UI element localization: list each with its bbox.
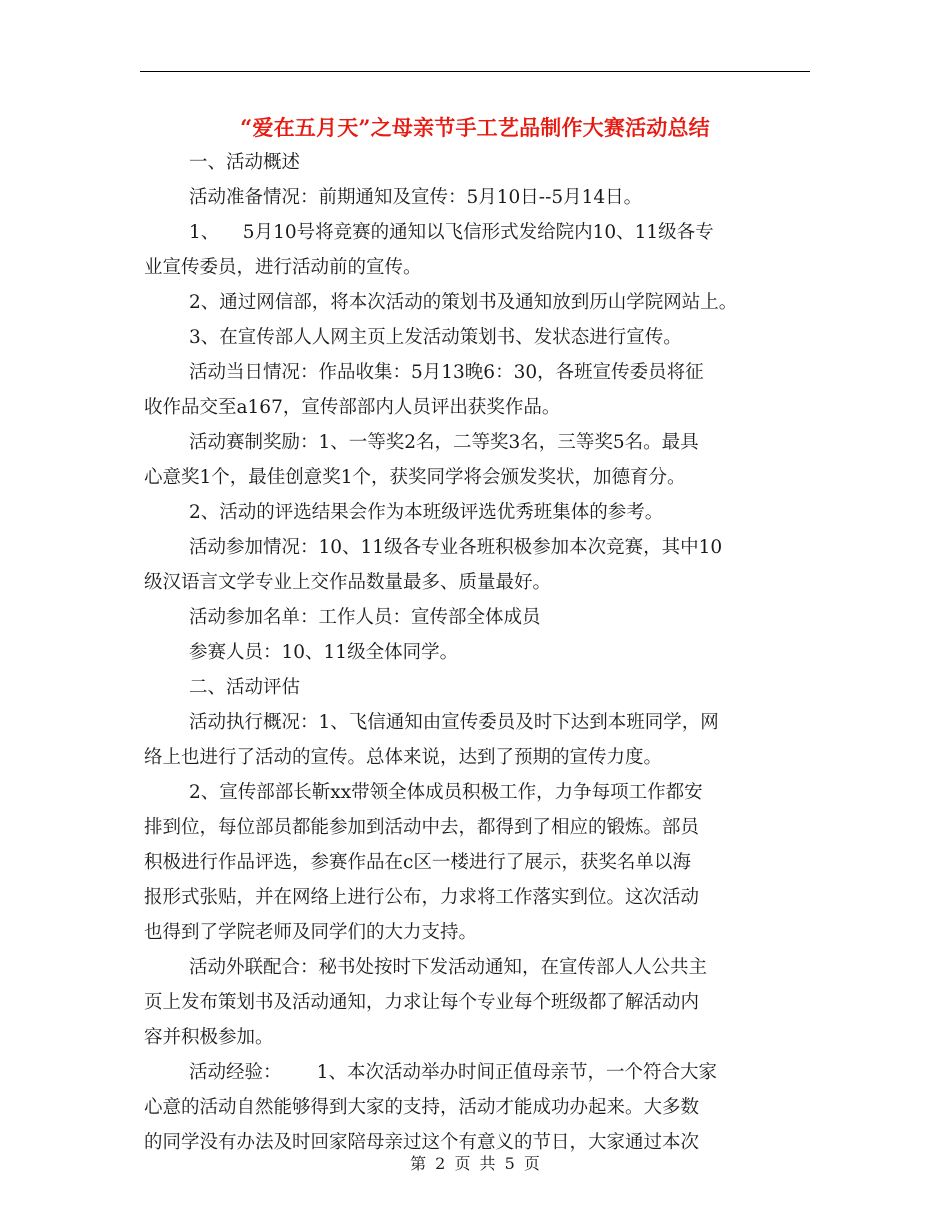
body-line: 排到位，每位部员都能参加到活动中去，都得到了相应的锻炼。部员 xyxy=(144,817,700,838)
document-body xyxy=(144,145,814,1160)
body-line: 心意奖1个，最佳创意奖1个，获奖同学将会颁发奖状，加德育分。 xyxy=(144,467,686,488)
body-line: 容并积极参加。 xyxy=(144,1027,274,1048)
body-line: 积极进行作品评选，参赛作品在c区一楼进行了展示，获奖名单以海 xyxy=(144,852,691,873)
body-line: 活动执行概况：1、飞信通知由宣传委员及时下达到本班同学，网 xyxy=(189,712,719,733)
body-line: 业宣传委员，进行活动前的宣传。 xyxy=(144,257,422,278)
document-title: “爱在五月天”之母亲节手工艺品制作大赛活动总结 xyxy=(240,115,710,140)
body-line: 1、 5月10号将竞赛的通知以飞信形式发给院内10、11级各专 xyxy=(189,222,714,243)
body-line: 活动参加情况：10、11级各专业各班积极参加本次竞赛，其中10 xyxy=(189,537,723,558)
header-rule xyxy=(140,71,810,72)
body-line: 3、在宣传部人人网主页上发活动策划书、发状态进行宣传。 xyxy=(189,327,682,348)
body-line: 收作品交至a167，宣传部部内人员评出获奖作品。 xyxy=(144,397,561,418)
body-line: 二、活动评估 xyxy=(189,677,301,698)
body-line: 级汉语言文学专业上交作品数量最多、质量最好。 xyxy=(144,572,552,593)
body-line: 2、通过网信部，将本次活动的策划书及通知放到历山学院网站上。 xyxy=(189,292,738,313)
body-line: 活动参加名单：工作人员：宣传部全体成员 xyxy=(189,607,541,628)
page-number: 第 2 页 共 5 页 xyxy=(410,1154,540,1173)
body-line: 活动外联配合：秘书处按时下发活动通知，在宣传部人人公共主 xyxy=(189,957,708,978)
body-line: 活动赛制奖励：1、一等奖2名，二等奖3名，三等奖5名。最具 xyxy=(189,432,699,453)
body-line: 参赛人员：10、11级全体同学。 xyxy=(189,642,459,663)
body-line: 活动当日情况：作品收集：5月13晚6：30，各班宣传委员将征 xyxy=(189,362,704,383)
body-line: 心意的活动自然能够得到大家的支持，活动才能成功办起来。大多数 xyxy=(144,1097,700,1118)
body-line: 也得到了学院老师及同学们的大力支持。 xyxy=(144,922,478,943)
body-line: 活动经验： 1、本次活动举办时间正值母亲节，一个符合大家 xyxy=(189,1062,718,1083)
body-line: 的同学没有办法及时回家陪母亲过这个有意义的节日，大家通过本次 xyxy=(144,1132,700,1153)
body-line: 络上也进行了活动的宣传。总体来说，达到了预期的宣传力度。 xyxy=(144,747,663,768)
body-line: 页上发布策划书及活动通知，力求让每个专业每个班级都了解活动内 xyxy=(144,992,700,1013)
body-line: 一、活动概述 xyxy=(189,152,301,173)
body-line: 活动准备情况：前期通知及宣传：5月10日--5月14日。 xyxy=(189,187,643,208)
body-line: 2、宣传部部长靳xx带领全体成员积极工作，力争每项工作都安 xyxy=(189,782,703,803)
body-line: 报形式张贴，并在网络上进行公布，力求将工作落实到位。这次活动 xyxy=(144,887,700,908)
body-line: 2、活动的评选结果会作为本班级评选优秀班集体的参考。 xyxy=(189,502,664,523)
